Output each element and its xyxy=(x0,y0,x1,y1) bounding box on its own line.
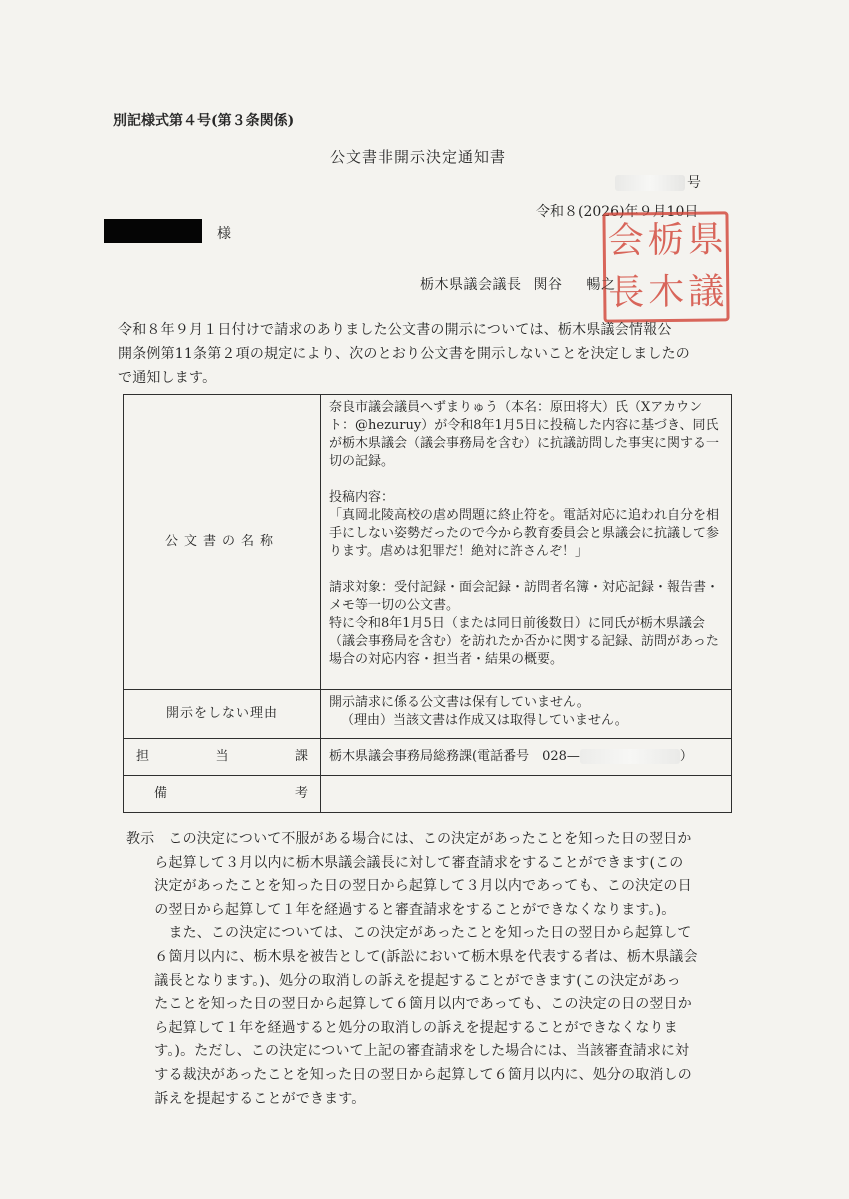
instructions-section xyxy=(126,828,736,1111)
reason-content xyxy=(321,690,732,739)
instructions-line: ６箇月以内に、栃木県を被告として(訴訟において栃木県を代表する者は、栃木県議会 xyxy=(126,948,698,965)
instructions-line: の翌日から起算して１年を経過すると審査請求をすることができなくなります。)。 xyxy=(126,901,676,918)
intro-line: で通知します。 xyxy=(118,370,217,386)
document-name-line: 請求対象：受付記録・面会記録・訪問者名簿・対応記録・報告書・メモ等一切の公文書。 xyxy=(329,580,720,613)
document-name-content xyxy=(321,395,732,690)
decision-table xyxy=(123,394,732,813)
department-content xyxy=(321,739,732,776)
seal-char: 栃 xyxy=(647,219,684,262)
document-name-line: 投稿内容： xyxy=(329,490,395,505)
form-number: 別記様式第４号(第３条関係) xyxy=(113,113,295,129)
document-name-line: 「真岡北陵高校の虐め問題に終止符を。電話対応に追われ自分を相手にしない姿勢だったので今から教育委員会と県議会に抗議して参ります。虐めは犯罪だ！絶対に許さんぞ！」 xyxy=(329,508,720,559)
instructions-line: 教示 この決定について不服がある場合には、この決定があったことを知った日の翌日か xyxy=(126,831,692,847)
seal-char: 議 xyxy=(688,271,725,313)
reason-line: （理由）当該文書は作成又は取得していません。 xyxy=(341,713,628,728)
seal-char: 県 xyxy=(687,219,724,261)
reason-line: 開示請求に係る公文書は保有していません。 xyxy=(329,695,590,710)
table-row-document-name xyxy=(124,395,732,690)
document-name-label: 公文書の名称 xyxy=(124,395,321,690)
intro-line: 令和８年９月１日付けで請求のありました公文書の開示については、栃木県議会情報公 xyxy=(118,322,672,338)
instructions-line: 訴えを提起することができます。 xyxy=(126,1090,366,1107)
remarks-label: 備考 xyxy=(124,776,321,813)
recipient-name-redaction xyxy=(104,219,202,243)
instructions-line: ら起算して３月以内に栃木県議会議長に対して審査請求をすることができます(この xyxy=(126,854,684,871)
recipient-honorific: 様 xyxy=(217,226,231,242)
intro-paragraph xyxy=(118,318,733,390)
department-text: 栃木県議会事務局総務課(電話番号 028— xyxy=(329,749,580,764)
document-number-redaction xyxy=(615,175,685,191)
sender-title: 栃木県議会議長 xyxy=(420,277,522,293)
instructions-line: 議長となります。)、処分の取消しの訴えを提起することができます(この決定があっ xyxy=(126,972,681,989)
instructions-line: また、この決定については、この決定があったことを知った日の翌日から起算して xyxy=(126,925,692,942)
instructions-line: ら起算して１年を経過すると処分の取消しの訴えを提起することができなくなりま xyxy=(126,1019,678,1036)
instructions-line: す。)。ただし、この決定について上記の審査請求をした場合には、当該審査請求に対 xyxy=(126,1043,690,1060)
instructions-line: たことを知った日の翌日から起算して６箇月以内であっても、この決定の日の翌日か xyxy=(126,996,692,1013)
reason-label: 開示をしない理由 xyxy=(124,690,321,739)
intro-line: 開条例第11条第２項の規定により、次のとおり公文書を開示しないことを決定しましたの xyxy=(118,346,691,362)
remarks-content xyxy=(321,776,732,813)
seal-char: 長 xyxy=(608,272,645,314)
sender-given-name: 暢之 xyxy=(586,277,616,293)
instructions-line: 決定があったことを知った日の翌日から起算して３月以内であっても、この決定の日 xyxy=(126,878,692,895)
seal-char: 会 xyxy=(607,220,644,262)
issue-date: 令和８(2026)年９月10日 xyxy=(536,204,699,220)
department-close: ） xyxy=(679,749,693,764)
seal-char: 木 xyxy=(648,271,685,314)
phone-number-redaction xyxy=(580,749,680,764)
department-label: 担当課 xyxy=(124,739,321,776)
document-name-line: 奈良市議会議員へずまりゅう（本名：原田将大）氏（Xアカウント：@hezuruy）が令和8年1月5日に投稿した内容に基づき、同氏が栃木県議会（議会事務局を含む）に抗議訪問した事実に関する一切の記録。 xyxy=(329,400,720,469)
document-title: 公文書非開示決定通知書 xyxy=(330,148,507,166)
table-row-department xyxy=(124,739,732,776)
table-row-reason xyxy=(124,690,732,739)
instructions-line: する裁決があったことを知った日の翌日から起算して６箇月以内に、処分の取消しの xyxy=(126,1066,692,1083)
document-number xyxy=(615,172,701,192)
official-seal xyxy=(602,211,729,322)
sender xyxy=(420,274,616,294)
table-row-remarks xyxy=(124,776,732,813)
document-name-line: 特に令和8年1月5日（または同日前後数日）に同氏が栃木県議会（議会事務局を含む）を訪れたか否かに関する記録、訪問があった場合の対応内容・担当者・結果の概要。 xyxy=(329,616,719,667)
document-number-suffix: 号 xyxy=(687,175,701,191)
sender-surname: 関谷 xyxy=(533,277,563,293)
